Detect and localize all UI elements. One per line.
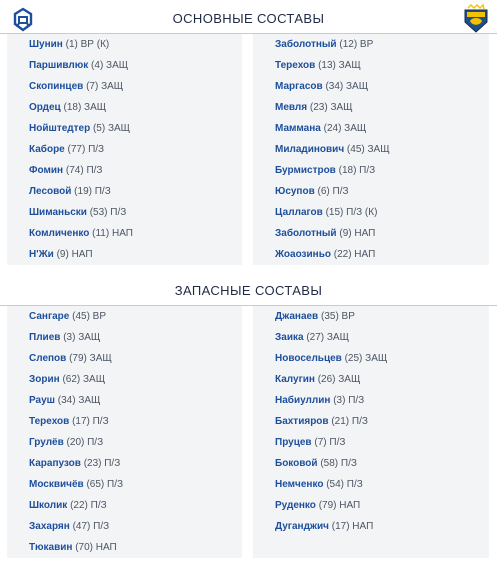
list-item: Жоаозиньо (22) НАП (275, 249, 376, 260)
list-item: Слепов (79) ЗАЩ (29, 353, 112, 364)
subs-away-list (253, 306, 489, 558)
list-item: Бахтияров (21) П/З (275, 416, 368, 427)
list-item: Немченко (54) П/З (275, 479, 363, 490)
list-item: Грулёв (20) П/З (29, 437, 104, 448)
list-item: Юсупов (6) П/З (275, 186, 349, 197)
list-item: Сангаре (45) ВР (29, 311, 107, 322)
list-item: Руденко (79) НАП (275, 500, 361, 511)
list-item: Терехов (13) ЗАЩ (275, 60, 361, 71)
list-item: Терехов (17) П/З (29, 416, 109, 427)
list-item: Шунин (1) ВР (К) (29, 39, 110, 50)
list-item: Тюкавин (70) НАП (29, 542, 117, 553)
list-item: Джанаев (35) ВР (275, 311, 355, 322)
list-item: Школик (22) П/З (29, 500, 107, 511)
list-item: Маргасов (34) ЗАЩ (275, 81, 369, 92)
list-item: Каборе (77) П/З (29, 144, 105, 155)
list-item: Захарян (47) П/З (29, 521, 110, 532)
list-item: Набиуллин (3) П/З (275, 395, 365, 406)
list-item: Заболотный (9) НАП (275, 228, 376, 239)
list-item: Ордец (18) ЗАЩ (29, 102, 107, 113)
fc-sochi-logo-icon (462, 4, 490, 34)
lineups-away-list (253, 34, 489, 265)
subs-header (0, 274, 497, 306)
subs-home-list (7, 306, 242, 558)
list-item: Зорин (62) ЗАЩ (29, 374, 106, 385)
list-item: Пруцев (7) П/З (275, 437, 346, 448)
list-item: Паршивлюк (4) ЗАЩ (29, 60, 129, 71)
list-item: Цаллагов (15) П/З (К) (275, 207, 378, 218)
list-item: Рауш (34) ЗАЩ (29, 395, 101, 406)
list-item: Мевля (23) ЗАЩ (275, 102, 353, 113)
list-item: Плиев (3) ЗАЩ (29, 332, 101, 343)
list-item: Скопинцев (7) ЗАЩ (29, 81, 124, 92)
list-item: Новосельцев (25) ЗАЩ (275, 353, 388, 364)
list-item: Фомин (74) П/З (29, 165, 103, 176)
list-item: Шиманьски (53) П/З (29, 207, 127, 218)
list-item: Карапузов (23) П/З (29, 458, 121, 469)
list-item: Дуганджич (17) НАП (275, 521, 374, 532)
subs-title: ЗАПАСНЫЕ СОСТАВЫ (174, 283, 323, 298)
lineups-home-list (7, 34, 242, 265)
list-item: Н'Жи (9) НАП (29, 249, 93, 260)
lineups-header (0, 2, 497, 34)
list-item: Москвичёв (65) П/З (29, 479, 124, 490)
list-item: Нойштедтер (5) ЗАЩ (29, 123, 131, 134)
lineups-title: ОСНОВНЫЕ СОСТАВЫ (172, 11, 325, 26)
list-item: Калугин (26) ЗАЩ (275, 374, 361, 385)
list-item: Комличенко (11) НАП (29, 228, 133, 239)
list-item: Лесовой (19) П/З (29, 186, 111, 197)
list-item: Миладинович (45) ЗАЩ (275, 144, 390, 155)
list-item: Заика (27) ЗАЩ (275, 332, 349, 343)
list-item: Бурмистров (18) П/З (275, 165, 376, 176)
list-item: Боковой (58) П/З (275, 458, 357, 469)
list-item: Заболотный (12) ВР (275, 39, 374, 50)
list-item: Маммана (24) ЗАЩ (275, 123, 367, 134)
